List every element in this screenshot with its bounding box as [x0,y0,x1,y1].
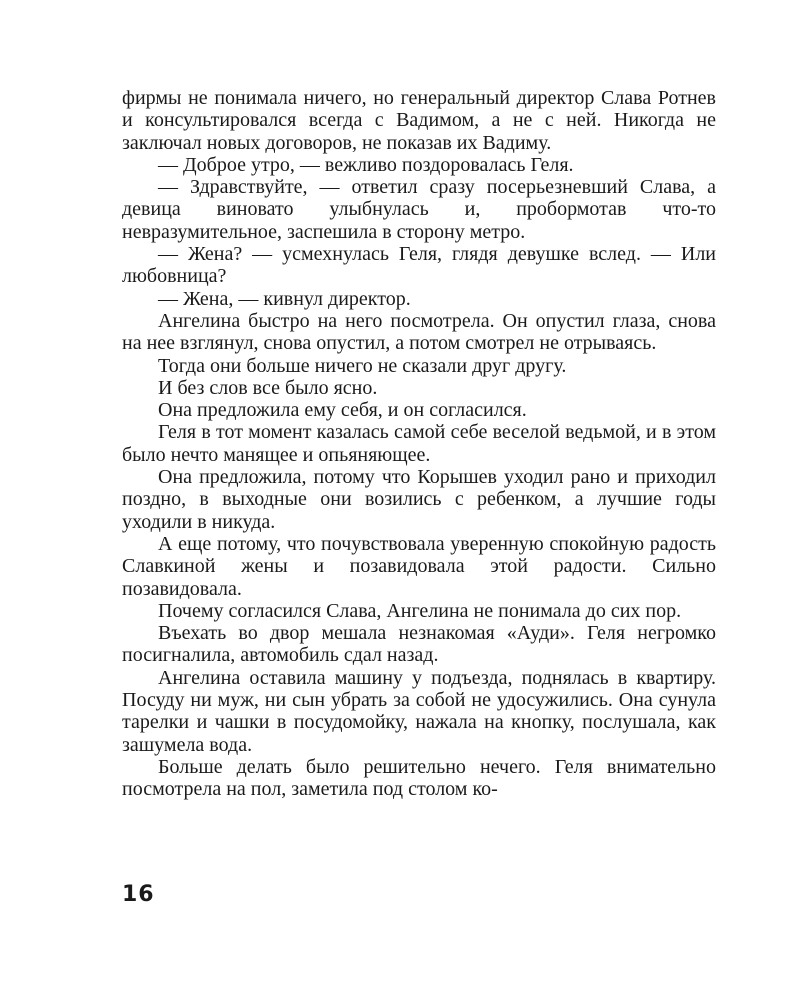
paragraph-7: Тогда они больше ничего не сказали друг другу. [158,354,567,377]
paragraph-4: — Жена? — усмехнулась Геля, глядя девушке вслед. — Или любовница? [122,243,716,288]
paragraph-6: Ангелина быстро на него посмотрела. Он опустил глаза, снова на нее взглянул, снова опустил, а потом смотрел не отрываясь. [122,309,716,355]
paragraph-16: Больше делать было решительно нечего. Геля внимательно посмотрела на пол, заметила под столом ко- [122,755,716,801]
paragraph-14: Въехать во двор мешала незнакомая «Ауди». Геля негромко посигналила, автомобиль сдал назад. [122,622,716,667]
body-text [122,87,716,801]
paragraph-13: Почему согласился Слава, Ангелина не понимала до сих пор. [158,599,682,622]
paragraph-3: — Здравствуйте, — ответил сразу посерьезневший Слава, а девица виновато улыбнулась и, пробормотав что-то невразумительное, заспешила в сторону метро. [122,176,716,243]
paragraph-1: фирмы не понимала ничего, но генеральный директор Слава Ротнев и консультировался всегда с Вадимом, а не с ней. Никогда не заключал новых договоров, не показав их Вадиму. [122,87,716,154]
paragraph-15: Ангелина оставила машину у подъезда, поднялась в квартиру. Посуду ни муж, ни сын убрать за собой не удосужились. Она сунула тарелки и чашки в посудомойку, нажала на кнопку, послушала, как зашумела вода. [122,666,716,756]
paragraph-2: — Доброе утро, — вежливо поздоровалась Геля. [158,153,574,176]
paragraph-10: Геля в тот момент казалась самой себе веселой ведьмой, и в этом было нечто манящее и опьяняющее. [122,421,716,466]
paragraph-9: Она предложила ему себя, и он согласился. [158,399,527,422]
page-number: 16 [122,882,155,907]
paragraph-12: А еще потому, что почувствовала уверенную спокойную радость Славкиной жены и позавидовала этой радости. Сильно позавидовала. [122,532,716,600]
paragraph-11: Она предложила, потому что Корышев уходил рано и приходил поздно, в выходные они возились с ребенком, а лучшие годы уходили в никуда. [122,466,716,533]
paragraph-5: — Жена, — кивнул директор. [158,287,411,310]
paragraph-8: И без слов все было ясно. [158,376,378,399]
